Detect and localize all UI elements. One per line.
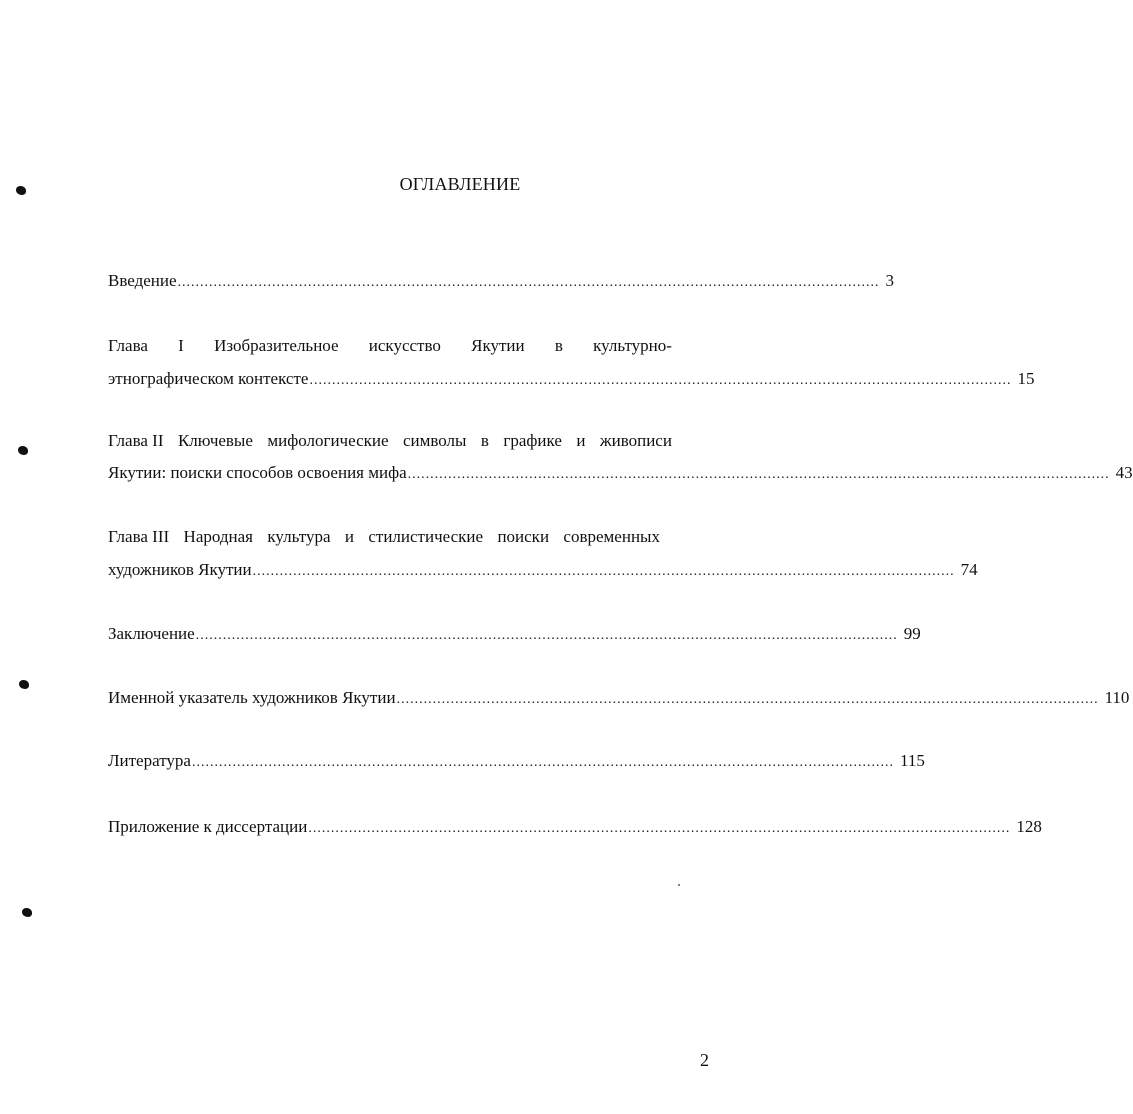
toc-word: стилистические [368, 527, 484, 546]
toc-leader-dots: ............................................................................................................................................................ [191, 755, 894, 770]
toc-word: графике [503, 431, 562, 450]
toc-entry-chapter-1-line-1[interactable] [108, 336, 672, 356]
page-title: ОГЛАВЛЕНИЕ [399, 174, 521, 194]
toc-entry-chapter-3-line-1[interactable] [108, 527, 660, 547]
toc-entry-page: 74 [960, 560, 978, 579]
toc-word: I [178, 336, 184, 355]
toc-word: в [480, 431, 489, 450]
toc-leader-dots: ............................................................................................................................................................ [252, 564, 955, 579]
toc-entry-text: этнографическом контексте [108, 369, 309, 388]
toc-word: Изобразительное [214, 336, 339, 355]
toc-word: культура [267, 527, 331, 546]
toc-entry-page: 128 [1016, 817, 1042, 836]
toc-word: современных [563, 527, 660, 546]
toc-word: культурно- [593, 336, 672, 355]
toc-entry-page: 43 [1115, 463, 1133, 482]
toc-entry-page: 110 [1104, 688, 1130, 707]
toc-entry-text: Якутии: поиски способов освоения мифа [108, 463, 407, 482]
toc-entry-introduction[interactable] [108, 271, 895, 293]
toc-entry-page: 15 [1017, 369, 1035, 388]
scan-mark [19, 680, 29, 689]
toc-leader-dots: ............................................................................................................................................................ [396, 692, 1099, 707]
scan-speck [678, 884, 680, 886]
toc-entry-literature[interactable] [108, 751, 925, 773]
toc-entry-text: художников Якутии [108, 560, 252, 579]
toc-word: Глава [108, 336, 148, 355]
toc-word: живописи [599, 431, 672, 450]
toc-word: в [554, 336, 563, 355]
toc-entry-text: Именной указатель художников Якутии [108, 688, 396, 707]
toc-word: мифологические [267, 431, 389, 450]
scan-mark [22, 908, 32, 917]
page-number: 2 [700, 1050, 709, 1070]
toc-entry-text: Введение [108, 271, 177, 290]
toc-entry-text: Заключение [108, 624, 195, 643]
scan-mark [16, 186, 26, 195]
toc-word: символы [402, 431, 467, 450]
toc-word: и [344, 527, 354, 546]
toc-entry-text: Приложение к диссертации [108, 817, 308, 836]
toc-entry-chapter-2-line-2[interactable] [108, 463, 1133, 485]
toc-word: и [576, 431, 586, 450]
scan-mark [18, 446, 28, 455]
toc-entry-page: 99 [903, 624, 921, 643]
toc-entry-index[interactable] [108, 688, 1130, 710]
toc-leader-dots: ............................................................................................................................................................ [308, 821, 1011, 836]
toc-entry-conclusion[interactable] [108, 624, 921, 646]
toc-word: поиски [497, 527, 550, 546]
toc-leader-dots: ............................................................................................................................................................ [407, 467, 1110, 482]
toc-leader-dots: ............................................................................................................................................................ [309, 373, 1012, 388]
toc-word: Ключевые [177, 431, 253, 450]
toc-word: искусство [368, 336, 441, 355]
toc-leader-dots: ............................................................................................................................................................ [195, 628, 898, 643]
toc-entry-text: Литература [108, 751, 191, 770]
toc-word: Глава II [108, 431, 164, 450]
toc-word: Глава III [108, 527, 170, 546]
toc-entry-page: 115 [899, 751, 925, 770]
toc-entry-chapter-1-line-2[interactable] [108, 369, 1035, 391]
toc-entry-page: 3 [885, 271, 895, 290]
toc-leader-dots: ............................................................................................................................................................ [177, 275, 880, 290]
toc-word: Якутии [471, 336, 525, 355]
toc-word: Народная [183, 527, 253, 546]
toc-entry-chapter-3-line-2[interactable] [108, 560, 978, 582]
toc-entry-chapter-2-line-1[interactable] [108, 431, 672, 451]
toc-entry-appendix[interactable] [108, 817, 1042, 839]
